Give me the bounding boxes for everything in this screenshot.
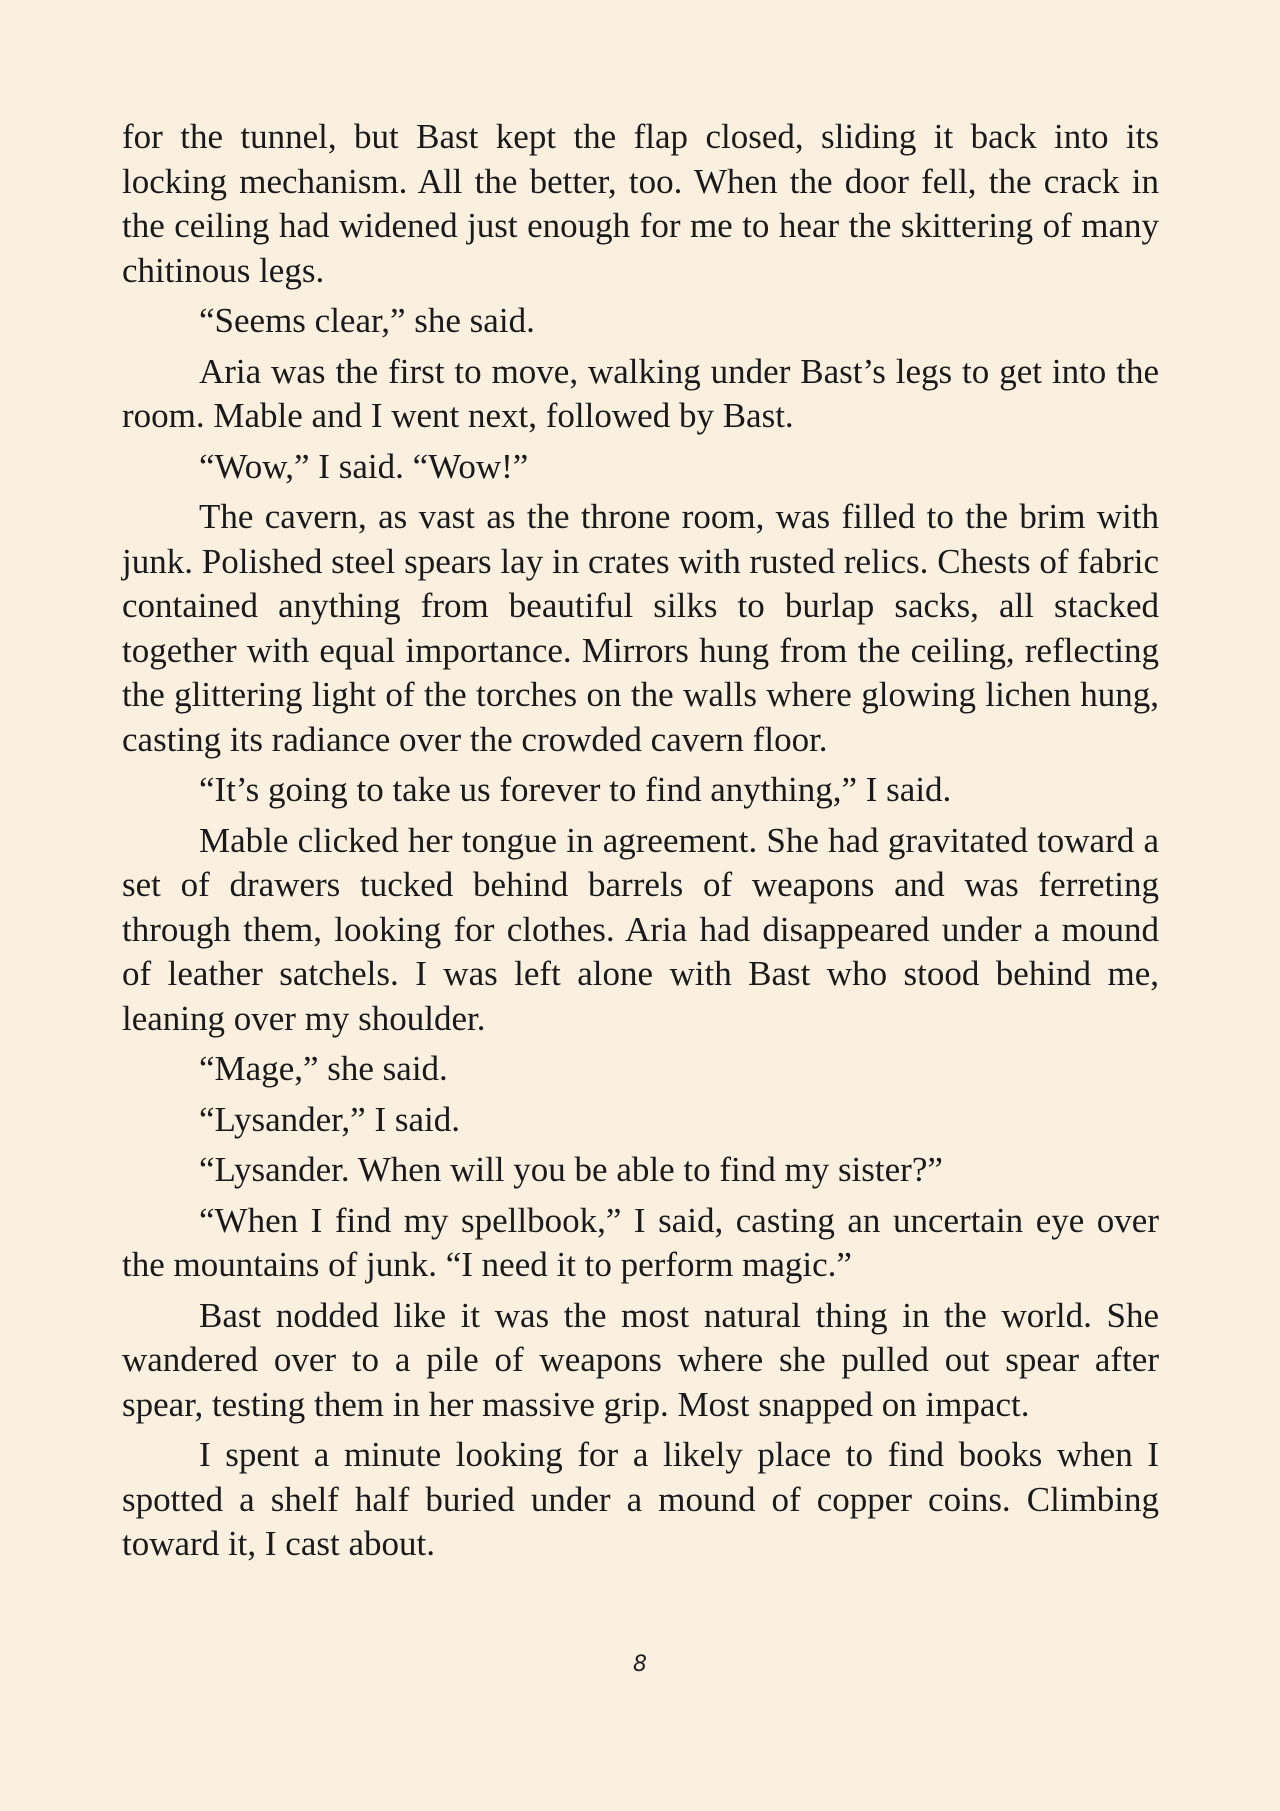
page-body: [122, 115, 1159, 1573]
paragraph: “Wow,” I said. “Wow!”: [199, 446, 529, 486]
paragraph: Bast nodded like it was the most natural thing in the world. She wandered over to a pile of weapons where she pulled out spear after spear, testing them in her massive grip. Most snapped on impact.: [122, 1295, 1159, 1424]
paragraph: “Mage,” she said.: [199, 1049, 448, 1088]
paragraph: “Seems clear,” she said.: [199, 301, 535, 340]
paragraph: Aria was the first to move, walking under Bast’s legs to get into the room. Mable and I went next, followed by Bast.: [122, 351, 1159, 435]
paragraph: “Lysander,” I said.: [199, 1099, 460, 1139]
paragraph: “When I find my spellbook,” I said, casting an uncertain eye over the mountains of junk. “I need it to perform magic.”: [122, 1200, 1159, 1284]
paragraph: I spent a minute looking for a likely place to find books when I spotted a shelf half buried under a mound of copper coins. Climbing toward it, I cast about.: [122, 1435, 1159, 1563]
paragraph: “It’s going to take us forever to find anything,” I said.: [199, 770, 952, 809]
paragraph: for the tunnel, but Bast kept the flap closed, sliding it back into its locking mechanism. All the better, too. When the door fell, the crack in the ceiling had widened just enough for me to hear the skittering of many chitinous legs.: [122, 117, 1159, 290]
paragraph: Mable clicked her tongue in agreement. She had gravitated toward a set of drawers tucked behind barrels of weapons and was ferreting through them, looking for clothes. Aria had disappeared under a mound of leather satchels. I was left alone with Bast who stood behind me, leaning over my shoulder.: [122, 820, 1159, 1038]
paragraph: The cavern, as vast as the throne room, was filled to the brim with junk. Polished steel spears lay in crates with rusted relics. Chests of fabric contained anything from beautiful silks to burlap sacks, all stacked together with equal importance. Mirrors hung from the ceiling, reflecting the glittering light of the torches on the walls where glowing lichen hung, casting its radiance over the crowded cavern floor.: [122, 497, 1159, 759]
page-number: 8: [633, 1652, 647, 1677]
paragraph: “Lysander. When will you be able to find my sister?”: [199, 1150, 943, 1189]
